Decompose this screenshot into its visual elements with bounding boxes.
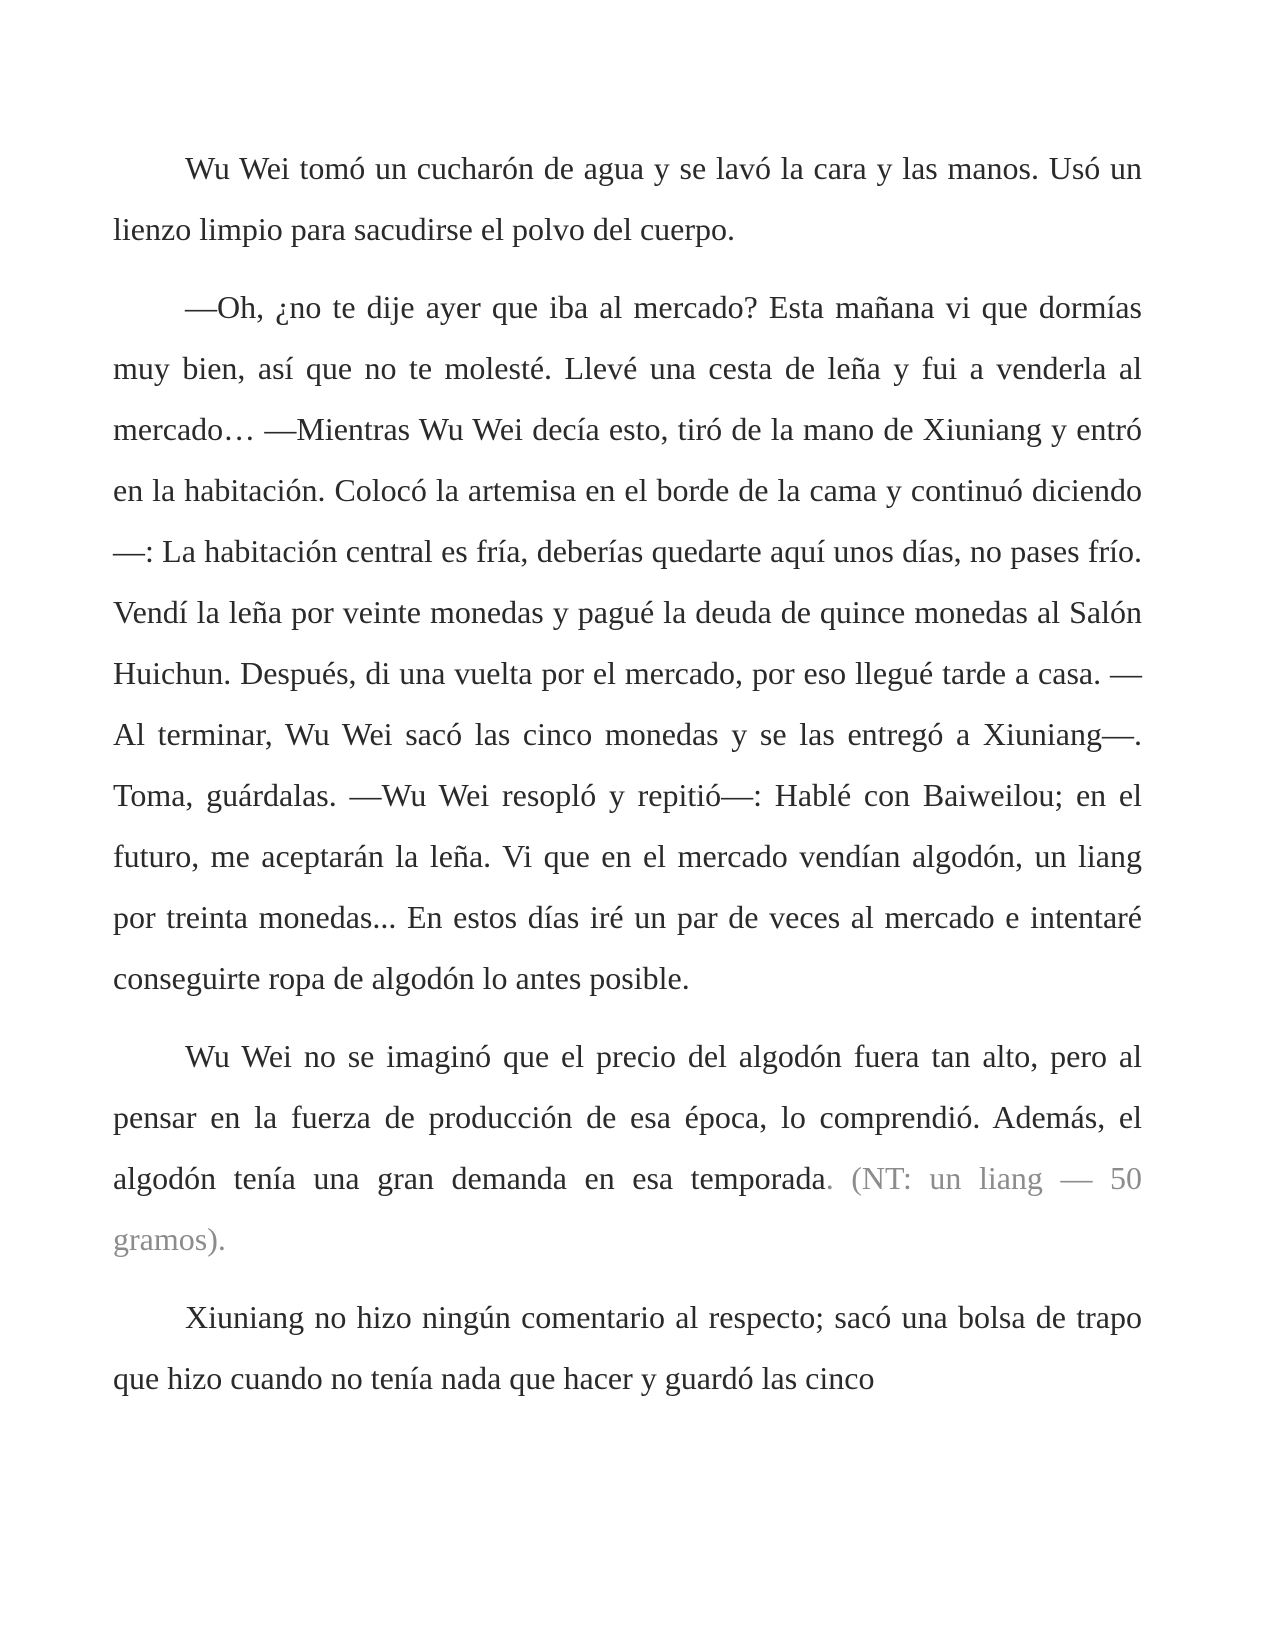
paragraph-2: —Oh, ¿no te dije ayer que iba al mercado? Esta mañana vi que dormías muy bien, así que no te molesté. Llevé una cesta de leña y fui a venderla al mercado… —Mientras Wu Wei decía esto, tiró de la mano de Xiuniang y entró en la habitación. Colocó la artemisa en el borde de la cama y continuó diciendo—: La habitación central es fría, deberías quedarte aquí unos días, no pases frío. Vendí la leña por veinte monedas y pagué la deuda de quince monedas al Salón Huichun. Después, di una vuelta por el mercado, por eso llegué tarde a casa. —Al terminar, Wu Wei sacó las cinco monedas y se las entregó a Xiuniang—. Toma, guárdalas. —Wu Wei resopló y repitió—: Hablé con Baiweilou; en el futuro, me aceptarán la leña. Vi que en el mercado vendían algodón, un liang por treinta monedas... En estos días iré un par de veces al mercado e intentaré conseguirte ropa de algodón lo antes posible.	[113, 289, 1142, 996]
paragraph-3	[113, 1026, 1142, 1270]
paragraph-3-text: Wu Wei no se imaginó que el precio del algodón fuera tan alto, pero al pensar en la fuerza de producción de esa época, lo comprendió. Además, el algodón tenía una gran demanda en esa temporada	[113, 1038, 1142, 1196]
paragraph-4: Xiuniang no hizo ningún comentario al respecto; sacó una bolsa de trapo que hizo cuando no tenía nada que hacer y guardó las cinco	[113, 1299, 1142, 1396]
paragraph-1: Wu Wei tomó un cucharón de agua y se lavó la cara y las manos. Usó un lienzo limpio para sacudirse el polvo del cuerpo.	[113, 150, 1142, 247]
body-text	[113, 138, 1142, 1426]
translator-note: . (NT: un liang — 50 gramos).	[113, 1160, 1143, 1257]
